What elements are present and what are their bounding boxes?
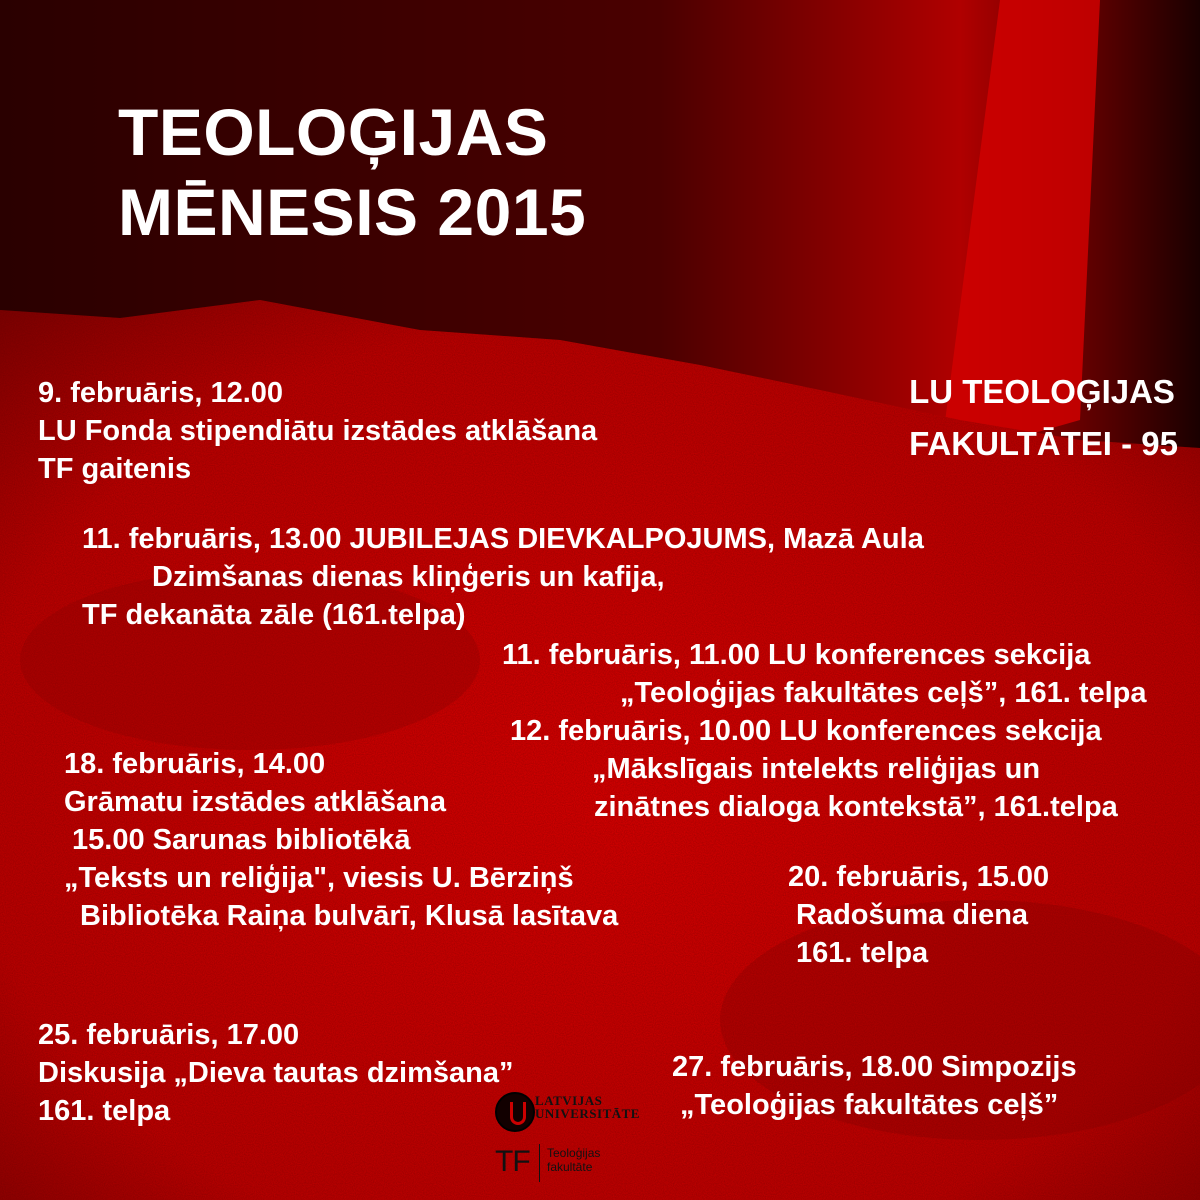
event-location: TF dekanāta zāle (161.telpa) bbox=[82, 599, 466, 631]
faculty-logo-name: Teoloģijas fakultāte bbox=[547, 1146, 601, 1174]
faculty-abbreviation: TF bbox=[495, 1145, 530, 1178]
title-line-1: TEOLOĢIJAS bbox=[118, 95, 549, 169]
event-location: 161. telpa bbox=[38, 1095, 171, 1127]
event-talk: 15.00 Sarunas bibliotēkā bbox=[72, 824, 411, 856]
university-name: LATVIJAS UNIVERSITĀTE bbox=[535, 1093, 640, 1121]
event-description-2: zinātnes dialoga kontekstā”, 161.telpa bbox=[594, 791, 1118, 823]
event-location: Bibliotēka Raiņa bulvārī, Klusā lasītava bbox=[80, 900, 619, 932]
event-description: Diskusija „Dieva tautas dzimšana” bbox=[38, 1057, 514, 1089]
faculty-line-1: LU TEOLOĢIJAS bbox=[909, 373, 1175, 410]
university-emblem-icon bbox=[495, 1092, 535, 1132]
event-description: „Teoloģijas fakultātes ceļš”, 161. telpa bbox=[620, 677, 1147, 709]
title-line-2: MĒNESIS 2015 bbox=[118, 175, 587, 249]
event-feb-11-conference bbox=[502, 636, 1147, 712]
university-logo bbox=[495, 1088, 665, 1132]
event-description: LU Fonda stipendiātu izstādes atklāšana bbox=[38, 415, 598, 447]
event-date: 12. februāris, 10.00 LU konferences sekcija bbox=[510, 715, 1102, 747]
poster-title bbox=[118, 92, 586, 252]
event-date: 11. februāris, 11.00 LU konferences sekcija bbox=[502, 639, 1091, 671]
logo-divider bbox=[539, 1144, 540, 1182]
event-feb-25 bbox=[38, 1016, 513, 1130]
event-feb-20 bbox=[788, 858, 1049, 972]
event-date: 20. februāris, 15.00 bbox=[788, 861, 1050, 893]
event-description: Radošuma diena bbox=[796, 899, 1029, 931]
event-date: 11. februāris, 13.00 JUBILEJAS DIEVKALPOJUMS, Mazā Aula bbox=[82, 523, 924, 555]
event-date: 27. februāris, 18.00 Simpozijs bbox=[672, 1051, 1077, 1083]
event-talk-title: „Teksts un reliģija", viesis U. Bērziņš bbox=[64, 862, 574, 894]
faculty-anniversary bbox=[909, 366, 1178, 470]
event-description: „Teoloģijas fakultātes ceļš” bbox=[680, 1089, 1059, 1121]
event-feb-11-service bbox=[82, 520, 924, 634]
event-description: Grāmatu izstādes atklāšana bbox=[64, 786, 447, 818]
event-location: 161. telpa bbox=[796, 937, 929, 969]
event-description: „Mākslīgais intelekts reliģijas un bbox=[592, 753, 1041, 785]
event-description: Dzimšanas dienas kliņģeris un kafija, bbox=[152, 561, 665, 593]
event-date: 18. februāris, 14.00 bbox=[64, 748, 326, 780]
event-feb-18 bbox=[64, 745, 618, 935]
event-feb-27 bbox=[672, 1048, 1077, 1124]
event-date: 25. februāris, 17.00 bbox=[38, 1019, 300, 1051]
event-date: 9. februāris, 12.00 bbox=[38, 377, 284, 409]
event-feb-9 bbox=[38, 374, 597, 488]
event-location: TF gaitenis bbox=[38, 453, 192, 485]
faculty-line-2: FAKULTĀTEI - 95 bbox=[909, 425, 1178, 462]
